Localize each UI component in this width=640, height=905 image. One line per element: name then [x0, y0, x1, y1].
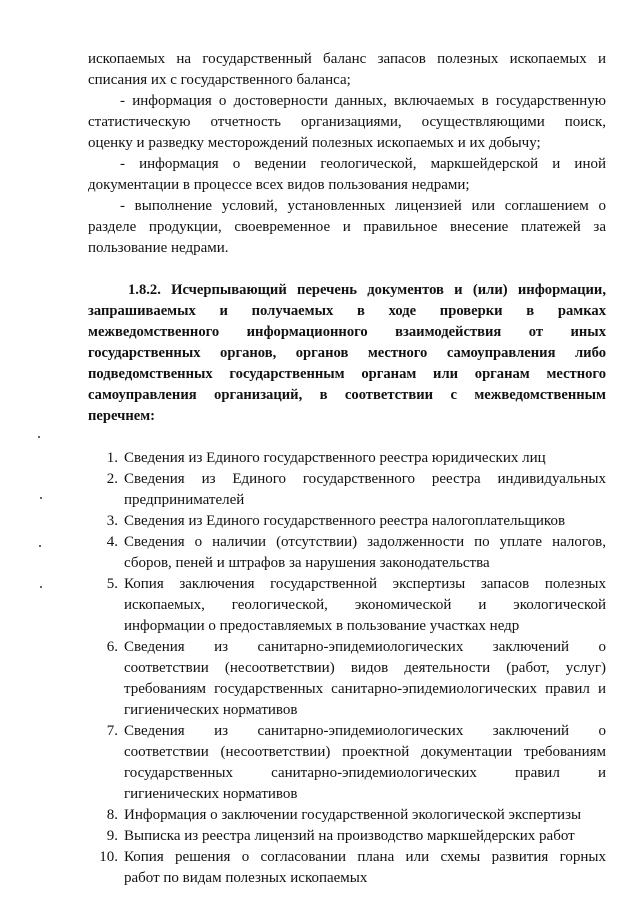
list-item-number: 6. [106, 639, 118, 655]
section-heading-line: государственных органов, органов местного самоуправления либо [88, 345, 606, 361]
list-item-number: 3. [106, 513, 118, 529]
list-item-text: Выписка из реестра лицензий на производство маркшейдерских работ [124, 828, 575, 844]
list-item-text: требованиям государственных санитарно-эпидемиологических правил и [124, 681, 606, 697]
list-item-text: соответствии (несоответствии) проектной документации требованиям [124, 744, 606, 760]
paragraph-line: - выполнение условий, установленных лицензией или соглашением о [120, 198, 606, 214]
scan-speck [38, 436, 40, 438]
list-item-text: Сведения из Единого государственного реестра юридических лиц [124, 450, 546, 466]
paragraph-line: разделе продукции, своевременное и правильное внесение платежей за [88, 219, 606, 235]
list-item-number: 8. [106, 807, 118, 823]
scan-speck [40, 586, 42, 588]
list-item-number: 2. [106, 471, 118, 487]
list-item-text: работ по видам полезных ископаемых [124, 870, 368, 886]
list-item-number: 7. [106, 723, 118, 739]
list-item-text: Сведения из Единого государственного реестра налогоплательщиков [124, 513, 566, 529]
list-item-text: Копия решения о согласовании плана или схемы развития горных [124, 849, 606, 865]
list-item-text: Сведения из санитарно-эпидемиологических заключений о [124, 723, 606, 739]
list-item-text: ископаемых, геологической, экономической и экологической [124, 597, 606, 613]
paragraph-line: - информация о достоверности данных, включаемых в государственную [120, 93, 606, 109]
list-item-number: 4. [106, 534, 118, 550]
section-heading-line: подведомственных государственным органам или органам местного [88, 366, 606, 382]
paragraph-line: списания их с государственного баланса; [88, 72, 351, 88]
list-item-text: Информация о заключении государственной экологической экспертизы [124, 807, 582, 823]
list-item-number: 5. [106, 576, 118, 592]
paragraph-line: пользование недрами. [88, 240, 229, 256]
list-item-text: гигиенических нормативов [124, 702, 298, 718]
list-item-text: государственных санитарно-эпидемиологических правил и [124, 765, 606, 781]
section-heading-line: межведомственного информационного взаимодействия от иных [88, 324, 606, 340]
list-item-number: 1. [106, 450, 118, 466]
scan-speck [40, 497, 42, 499]
scan-speck [39, 545, 41, 547]
list-item-text: Сведения из Единого государственного реестра индивидуальных [124, 471, 606, 487]
section-heading-line: 1.8.2. Исчерпывающий перечень документов и (или) информации, [128, 282, 606, 298]
list-item-text: Сведения о наличии (отсутствии) задолженности по уплате налогов, [124, 534, 606, 550]
list-item-text: Копия заключения государственной экспертизы запасов полезных [124, 576, 606, 592]
section-heading-line: запрашиваемых и получаемых в ходе проверки в рамках [88, 303, 606, 319]
list-item-text: информации о предоставляемых в пользование участках недр [124, 618, 520, 634]
list-item-number: 9. [106, 828, 118, 844]
list-item-text: гигиенических нормативов [124, 786, 298, 802]
paragraph-line: статистическую отчетность организациями, осуществляющими поиск, [88, 114, 606, 130]
list-item-number: 10. [99, 849, 118, 865]
paragraph-line: - информация о ведении геологической, маркшейдерской и иной [120, 156, 606, 172]
list-item-text: сборов, пеней и штрафов за нарушения законодательства [124, 555, 490, 571]
section-heading-line: самоуправления организаций, в соответствии с межведомственным [88, 387, 606, 403]
list-item-text: Сведения из санитарно-эпидемиологических заключений о [124, 639, 606, 655]
list-item-text: предпринимателей [124, 492, 245, 508]
section-heading-line: перечнем: [88, 408, 156, 424]
list-item-text: соответствии (несоответствии) видов деятельности (работ, услуг) [124, 660, 606, 676]
paragraph-line: документации в процессе всех видов пользования недрами; [88, 177, 470, 193]
paragraph-line: оценку и разведку месторождений полезных ископаемых и их добычу; [88, 135, 541, 151]
paragraph-line: ископаемых на государственный баланс запасов полезных ископаемых и [88, 51, 606, 67]
